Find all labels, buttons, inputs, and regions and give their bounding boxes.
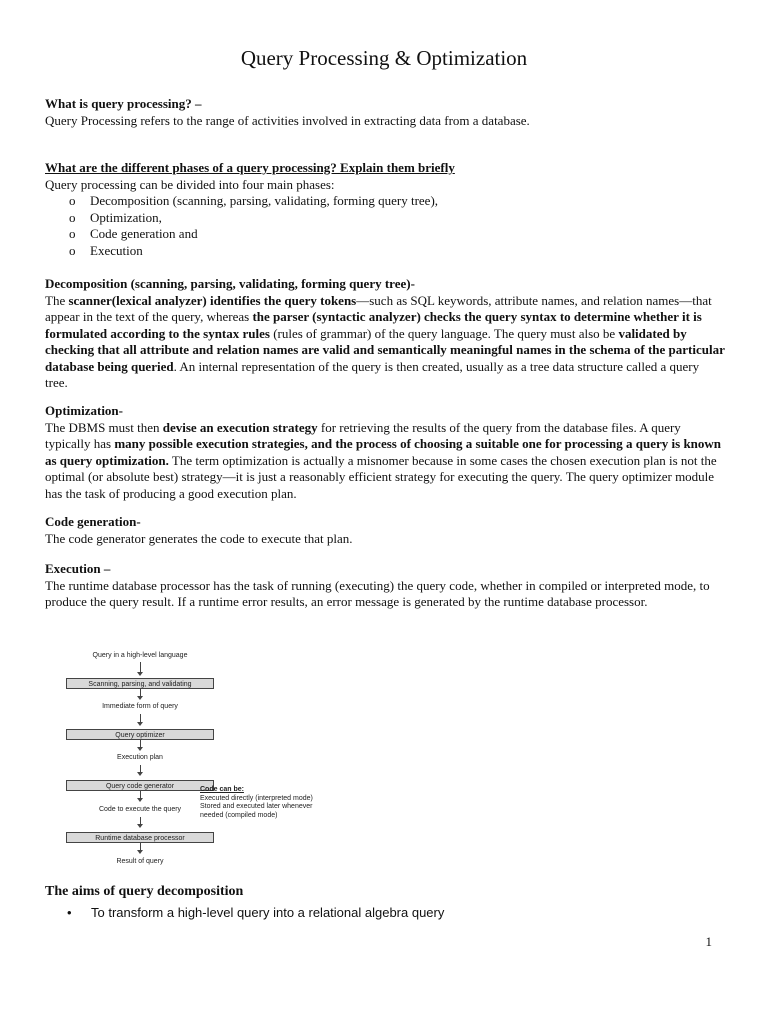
diagram-label-code: Code to execute the query bbox=[98, 806, 182, 813]
list-marker: o bbox=[69, 193, 76, 208]
diagram-box-scanning: Scanning, parsing, and validating bbox=[66, 678, 214, 689]
diagram-box-optimizer: Query optimizer bbox=[66, 729, 214, 740]
diagram-box-runtime: Runtime database processor bbox=[66, 832, 214, 843]
list-item: o Decomposition (scanning, parsing, validating, forming query tree), bbox=[69, 193, 439, 208]
section-execution bbox=[45, 561, 725, 611]
optimization-heading: Optimization- bbox=[45, 403, 123, 418]
arrow-icon bbox=[137, 747, 143, 751]
arrow-icon bbox=[137, 672, 143, 676]
execution-heading: Execution – bbox=[45, 561, 111, 576]
diagram-box-code-generator: Query code generator bbox=[66, 780, 214, 791]
arrow-icon bbox=[137, 722, 143, 726]
list-item: • To transform a high-level query into a relational algebra query bbox=[67, 905, 445, 920]
aims-heading: The aims of query decomposition bbox=[45, 884, 244, 899]
execution-text: The runtime database processor has the task of running (executing) the query code, whether in compiled or interpreted mode, to produce the query result. If a runtime error results, an error message is generated by the runtime database processor. bbox=[45, 577, 710, 609]
codegen-heading: Code generation- bbox=[45, 514, 141, 529]
note-line: Stored and executed later whenever bbox=[200, 803, 313, 810]
optimization-text: The DBMS must then devise an execution strategy for retrieving the results of the query from the database files. A query typically has many possible execution strategies, and the process of choosing a suitable one for processing a query is known as query optimization. The term optimization is actually a misnomer because in some cases the chosen execution plan is not the optimal (or absolute best) strategy—it is just a reasonably efficient strategy for executing the query. The query optimizer module has the task of producing a good execution plan. bbox=[45, 419, 722, 501]
list-marker: o bbox=[69, 242, 76, 258]
diagram-label-plan: Execution plan bbox=[117, 754, 163, 761]
q2-heading: What are the different phases of a query processing? Explain them briefly bbox=[45, 160, 455, 175]
phases-list bbox=[45, 193, 725, 259]
section-decomposition bbox=[45, 276, 725, 392]
arrow-icon bbox=[137, 824, 143, 828]
arrow-icon bbox=[137, 850, 143, 854]
note-line: Executed directly (interpreted mode) bbox=[200, 794, 313, 802]
diagram-label-immediate: Immediate form of query bbox=[102, 703, 178, 710]
decomposition-text: The scanner(lexical analyzer) identifies the query tokens—such as SQL keywords, attribute names, and relation names—that appear in the text of the query, whereas the parser (syntactic analyzer) checks the query syntax to determine whether it is formulated according to the syntax rules (rules of grammar) of the query language. The query must also be validated by checking that all attribute and relation names are valid and semantically meaningful names in the schema of the particular database being queried. An internal representation of the query is then created, usually as a tree data structure called a query tree. bbox=[45, 292, 725, 390]
page-number: 1 bbox=[705, 934, 712, 949]
query-processing-diagram bbox=[60, 648, 420, 876]
q2-intro: Query processing can be divided into four main phases: bbox=[45, 176, 335, 192]
note-line: needed (compiled mode) bbox=[200, 811, 278, 819]
page-title: Query Processing & Optimization bbox=[240, 46, 528, 70]
aims-list bbox=[45, 905, 444, 920]
list-marker: o bbox=[69, 226, 76, 241]
list-item: o Code generation and bbox=[69, 226, 198, 241]
diagram-note bbox=[200, 786, 360, 820]
arrow-icon bbox=[137, 696, 143, 700]
arrow-icon bbox=[137, 798, 143, 802]
list-item: o Execution bbox=[69, 242, 143, 258]
diagram-top-label: Query in a high-level language bbox=[92, 652, 188, 659]
diagram-label-result: Result of query bbox=[116, 858, 164, 865]
note-title: Code can be: bbox=[200, 786, 244, 793]
section-optimization bbox=[45, 403, 725, 502]
q1-heading: What is query processing? – bbox=[45, 96, 202, 111]
q1-text: Query Processing refers to the range of activities involved in extracting data from a database. bbox=[45, 112, 530, 128]
arrow-icon bbox=[137, 772, 143, 776]
bullet-marker: • bbox=[67, 905, 72, 920]
section-phases bbox=[45, 160, 725, 259]
section-code-generation bbox=[45, 514, 725, 547]
section-what-is-query-processing bbox=[45, 96, 725, 129]
decomposition-heading: Decomposition (scanning, parsing, validating, forming query tree)- bbox=[45, 276, 415, 291]
list-marker: o bbox=[69, 209, 76, 225]
codegen-text: The code generator generates the code to execute that plan. bbox=[45, 530, 353, 546]
list-item: o Optimization, bbox=[69, 209, 162, 225]
